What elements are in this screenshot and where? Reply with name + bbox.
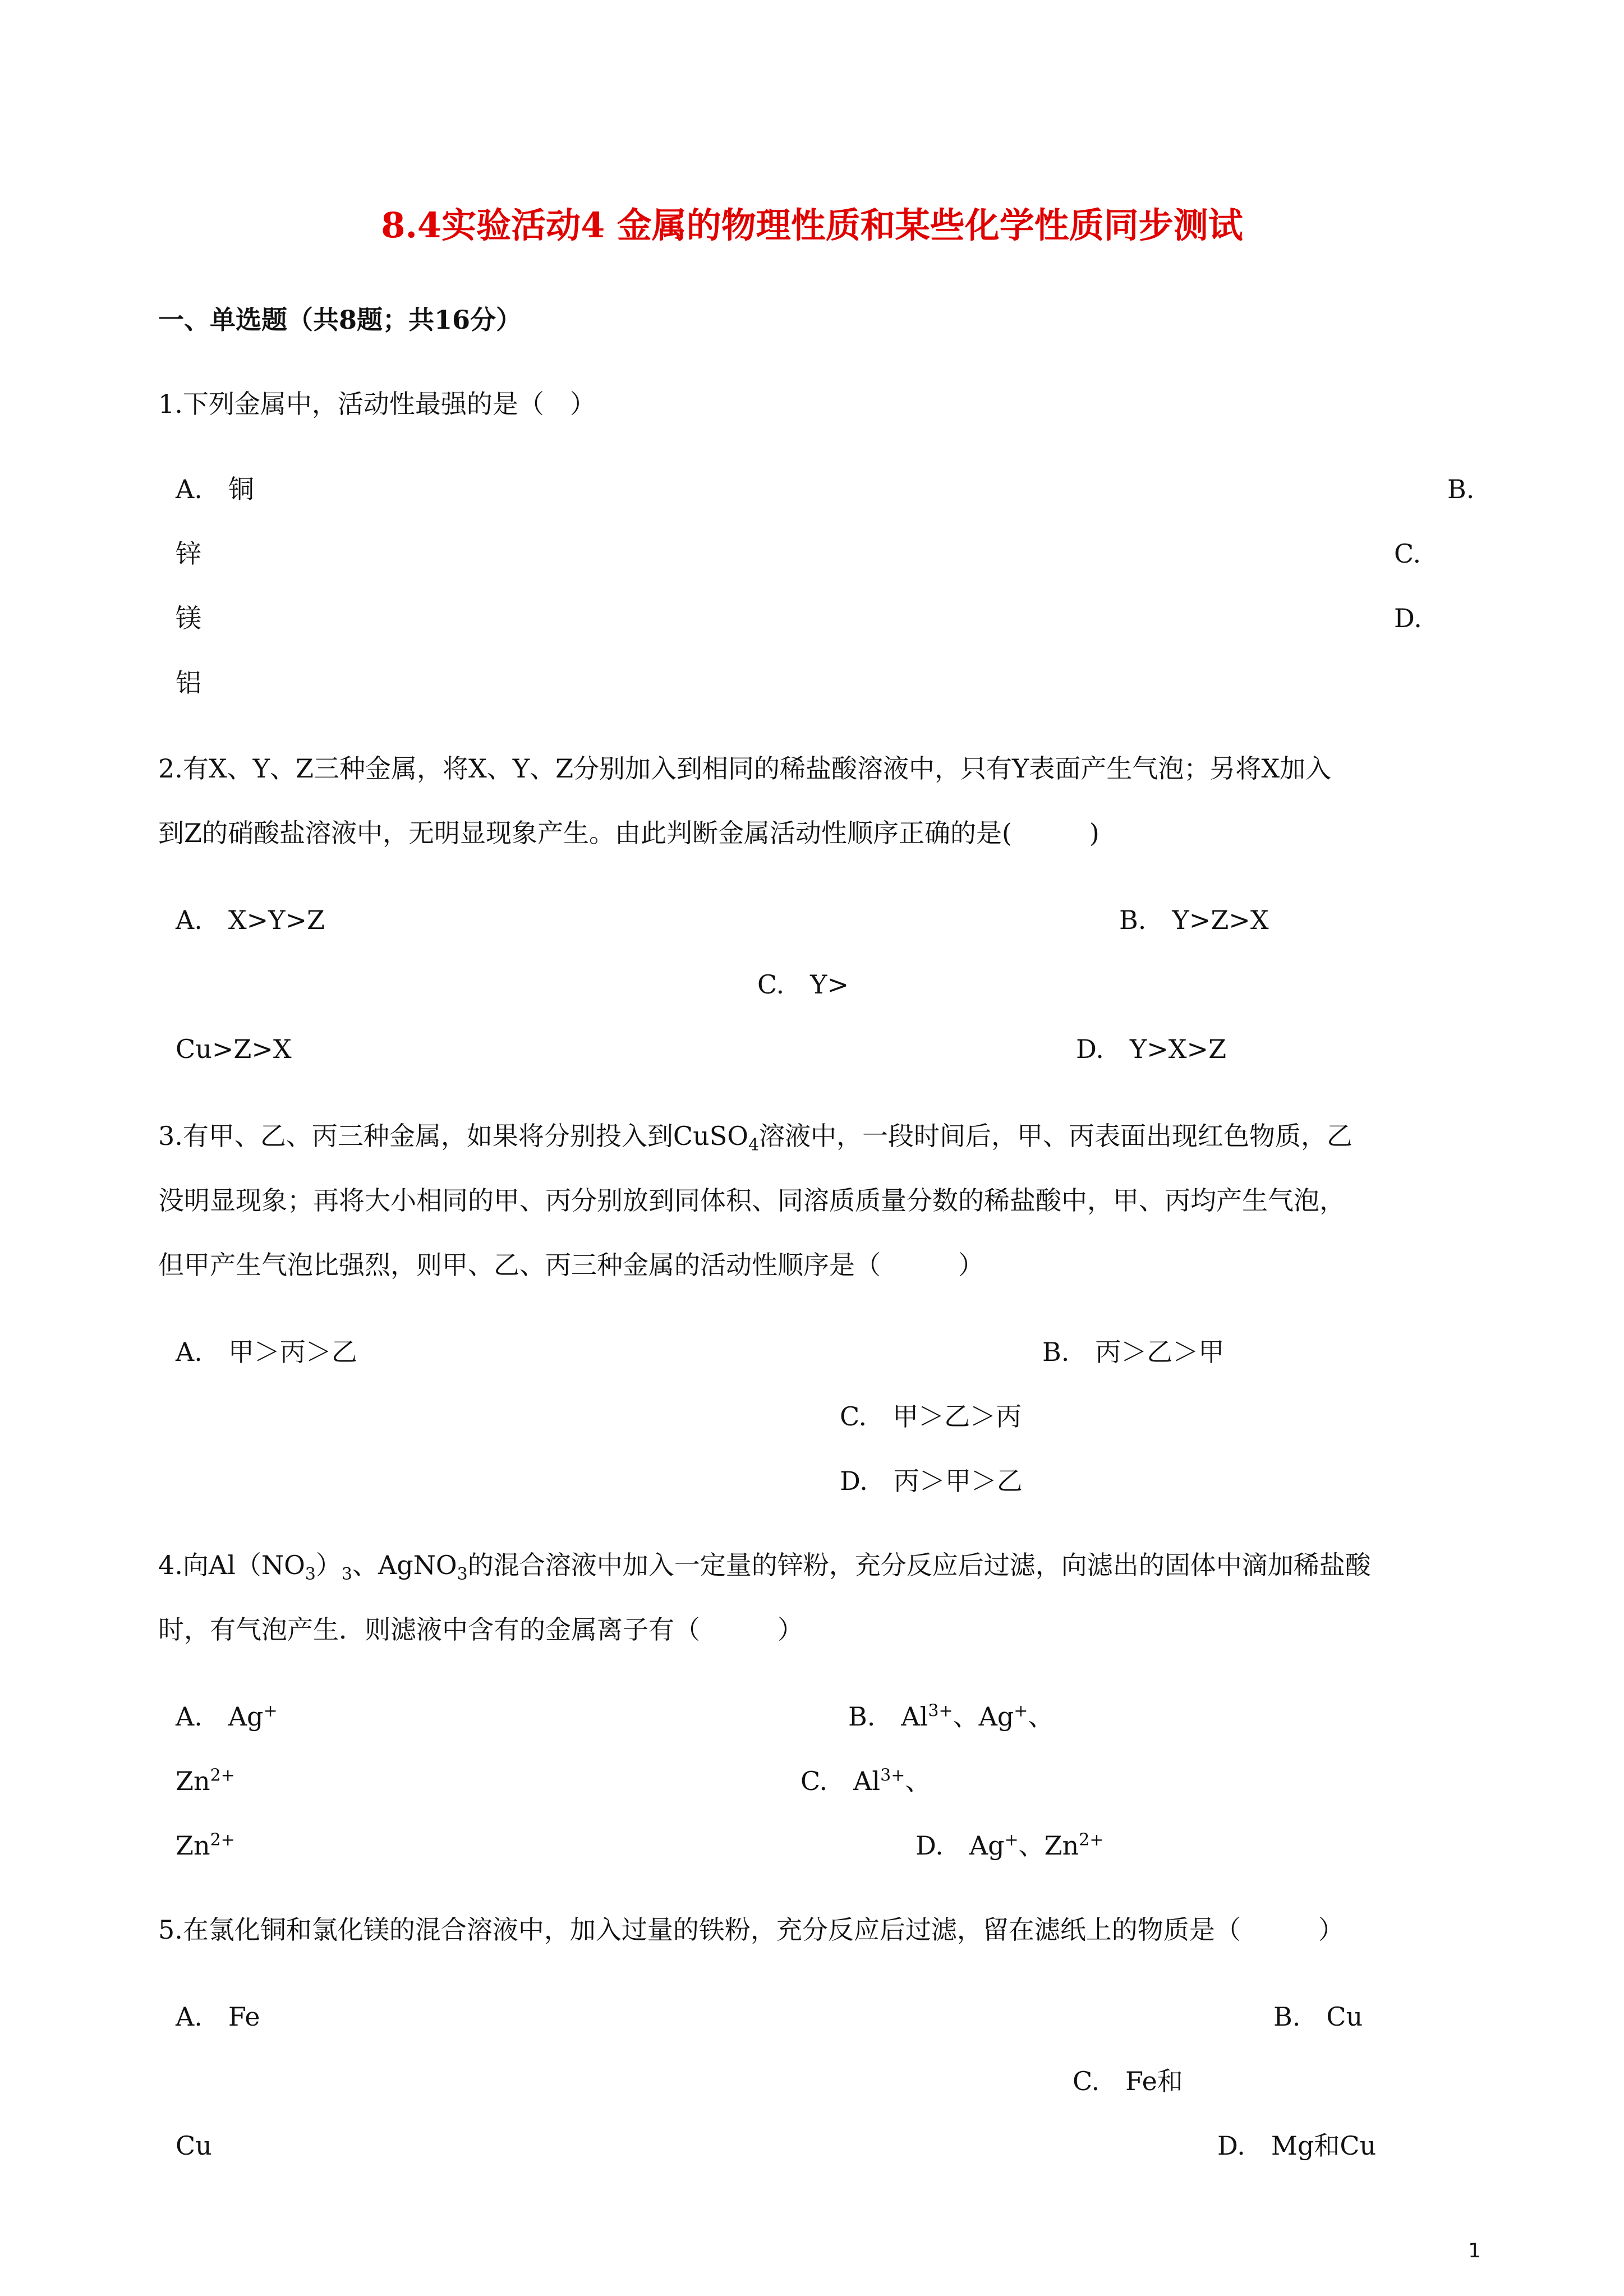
q4-b-sup2: +: [1014, 1701, 1028, 1721]
q1-option-b-label: B.: [1447, 474, 1475, 504]
q4-c-post: 、: [905, 1766, 931, 1796]
q4-a-text: A. Ag: [176, 1701, 264, 1732]
q4-line1-b: ）: [315, 1550, 342, 1580]
q2-option-d: D. Y>X>Z: [1076, 1034, 1227, 1064]
q4-option-a: [176, 1700, 278, 1733]
q2-option-c: C. Y>: [757, 969, 849, 1000]
question-1-stem: 1.下列金属中，活动性最强的是（ ）: [158, 389, 596, 419]
q4-c-zn: Zn: [176, 1830, 210, 1861]
q1-option-d-label: D.: [1394, 603, 1422, 633]
question-2-line-1: 2.有X、Y、Z三种金属，将X、Y、Z分别加入到相同的稀盐酸溶液中，只有Y表面产生气泡；另将X加入: [158, 753, 1332, 784]
q4-b-zn-sup: 2+: [210, 1765, 235, 1786]
q4-b-pre: B. Al: [848, 1701, 928, 1732]
q4-c-sup: 3+: [880, 1765, 905, 1786]
q4-line1-a: 4.向Al（NO: [158, 1550, 305, 1580]
q4-c-pre: C. Al: [801, 1766, 881, 1796]
page-number: 1: [1468, 2239, 1481, 2262]
q2-option-b: B. Y>Z>X: [1119, 905, 1269, 935]
question-2-line-2: 到Z的硝酸盐溶液中，无明显现象产生。由此判断金属活动性顺序正确的是( ): [158, 818, 1099, 848]
question-5-stem: 5.在氯化铜和氯化镁的混合溶液中，加入过量的铁粉，充分反应后过滤，留在滤纸上的物质是（ ）: [158, 1915, 1344, 1945]
q5-option-a: A. Fe: [176, 2001, 260, 2032]
q4-b-sup1: 3+: [928, 1701, 953, 1721]
q4-d-sup1: +: [1004, 1830, 1019, 1850]
q3-line1-pre: 3.有甲、乙、丙三种金属，如果将分别投入到CuSO: [158, 1121, 748, 1151]
q2-option-a: A. X>Y>Z: [176, 905, 325, 935]
q4-b-mid: 、Ag: [953, 1701, 1014, 1732]
q4-option-d: [915, 1829, 1104, 1862]
q3-option-b: B. 丙＞乙＞甲: [1042, 1337, 1225, 1367]
question-3-line-1: [158, 1119, 1353, 1156]
q2-option-c-cont: Cu>Z>X: [176, 1034, 292, 1064]
question-4-line-2: 时，有气泡产生．则滤液中含有的金属离子有（ ）: [158, 1614, 803, 1645]
question-3-line-2: 没明显现象；再将大小相同的甲、丙分别放到同体积、同溶质质量分数的稀盐酸中，甲、丙均产生气泡，: [158, 1185, 1345, 1216]
q4-subscript-3c: 3: [457, 1565, 468, 1585]
q4-c-zn-sup: 2+: [210, 1830, 235, 1850]
q4-subscript-3b: 3: [341, 1565, 352, 1585]
question-4-line-1: [158, 1548, 1371, 1585]
q4-a-sup: +: [263, 1701, 278, 1721]
q4-d-mid: 、Zn: [1018, 1830, 1079, 1861]
page-title: 8.4实验活动4 金属的物理性质和某些化学性质同步测试: [381, 205, 1243, 246]
q4-option-c: [801, 1764, 931, 1798]
q3-option-a: A. 甲＞丙＞乙: [176, 1337, 357, 1367]
q4-option-c-cont: [176, 1829, 235, 1862]
q1-option-d-text: 铝: [176, 668, 201, 698]
q4-subscript-3a: 3: [305, 1565, 316, 1585]
q4-line1-d: 的混合溶液中加入一定量的锌粉，充分反应后过滤，向滤出的固体中滴加稀盐酸: [467, 1550, 1371, 1580]
q3-subscript: 4: [748, 1135, 760, 1156]
q4-line1-c: 、AgNO: [352, 1550, 457, 1580]
q3-option-c: C. 甲＞乙＞丙: [840, 1401, 1022, 1432]
q1-option-c-text: 镁: [176, 603, 201, 633]
q3-option-d: D. 丙＞甲＞乙: [840, 1466, 1023, 1496]
q4-d-sup2: 2+: [1079, 1830, 1104, 1850]
q5-option-b: B. Cu: [1273, 2001, 1363, 2032]
q5-option-c-cont: Cu: [176, 2131, 212, 2161]
section-heading: 一、单选题（共8题；共16分）: [158, 305, 522, 335]
q1-option-a: A. 铜: [176, 474, 254, 504]
q4-b-zn: Zn: [176, 1766, 210, 1796]
q1-option-c-label: C.: [1394, 539, 1421, 569]
q1-option-b-text: 锌: [176, 539, 201, 569]
q3-line1-post: 溶液中，一段时间后，甲、丙表面出现红色物质，乙: [759, 1121, 1353, 1151]
q4-b-post: 、: [1028, 1701, 1054, 1732]
q5-option-c: C. Fe和: [1073, 2066, 1183, 2096]
question-3-line-3: 但甲产生气泡比强烈，则甲、乙、丙三种金属的活动性顺序是（ ）: [158, 1250, 984, 1280]
q4-option-b: [848, 1700, 1053, 1733]
q4-d-pre: D. Ag: [915, 1830, 1005, 1861]
q4-option-b-cont: [176, 1764, 235, 1798]
q5-option-d: D. Mg和Cu: [1217, 2131, 1377, 2161]
